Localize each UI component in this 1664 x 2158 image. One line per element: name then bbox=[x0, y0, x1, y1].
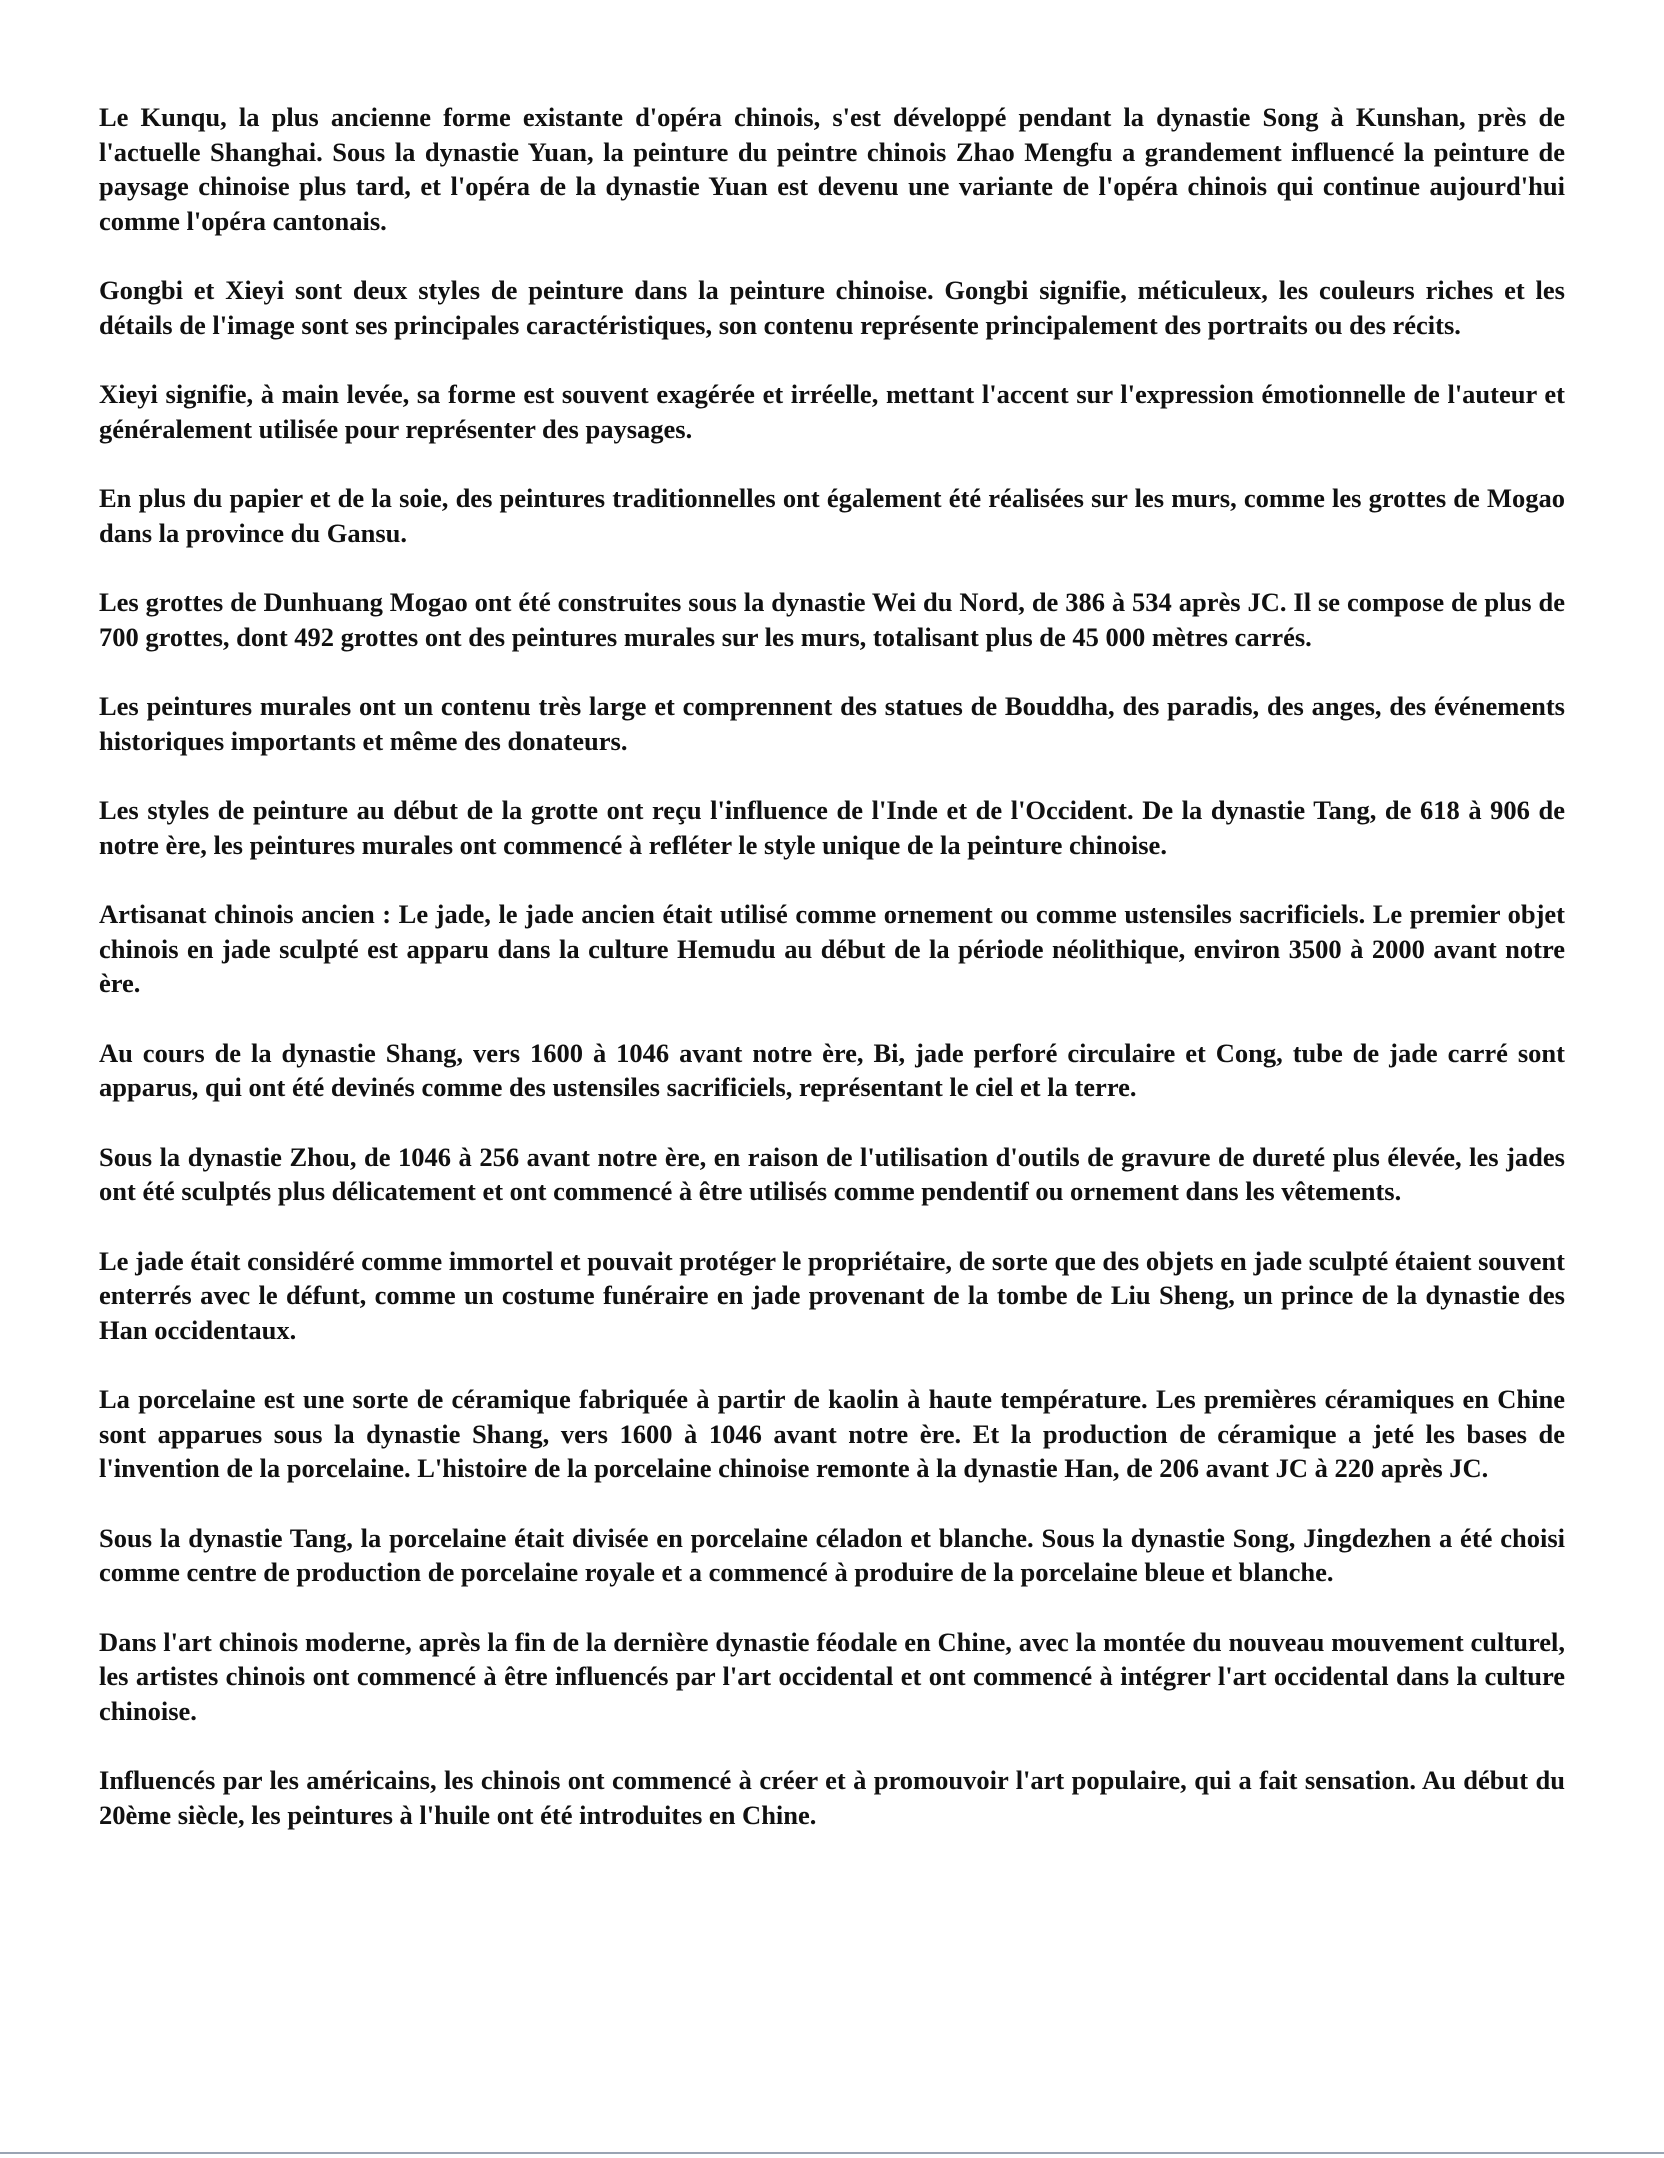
paragraph-popular-art: Influencés par les américains, les chinois ont commencé à créer et à promouvoir l'art populaire, qui a fait sensation. Au début du 20ème siècle, les peintures à l'huile ont été introduites en Chine. bbox=[99, 1765, 1565, 1830]
paragraph-dunhuang: Les grottes de Dunhuang Mogao ont été construites sous la dynastie Wei du Nord, de 386 à 534 après JC. Il se compose de plus de 700 grottes, dont 492 grottes ont des peintures murales sur les murs, totalisant plus de 45 000 mètres carrés. bbox=[99, 587, 1565, 652]
paragraph-jade-immortal: Le jade était considéré comme immortel et pouvait protéger le propriétaire, de sorte que des objets en jade sculpté étaient souvent enterrés avec le défunt, comme un costume funéraire en jade provenant de la tombe de Liu Sheng, un prince de la dynastie des Han occidentaux. bbox=[99, 1245, 1565, 1345]
paragraph-tang-porcelain: Sous la dynastie Tang, la porcelaine était divisée en porcelaine céladon et blanche. Sous la dynastie Song, Jingdezhen a été choisi comme centre de production de porcelaine royale et a commencé à produire de la porcelaine bleue et blanche. bbox=[99, 1522, 1565, 1587]
paragraph-zhou-jade: Sous la dynastie Zhou, de 1046 à 256 avant notre ère, en raison de l'utilisation d'outils de gravure de dureté plus élevée, les jades ont été sculptés plus délicatement et ont commencé à être utilisés comme pendentif ou ornement dans les vêtements. bbox=[99, 1141, 1565, 1206]
page-bottom-edge bbox=[0, 2152, 1664, 2154]
document-body bbox=[99, 100, 1565, 1867]
paragraph-xieyi: Xieyi signifie, à main levée, sa forme est souvent exagérée et irréelle, mettant l'accent sur l'expression émotionnelle de l'auteur et généralement utilisée pour représenter des paysages. bbox=[99, 379, 1565, 444]
paragraph-mural-content: Les peintures murales ont un contenu très large et comprennent des statues de Bouddha, des paradis, des anges, des événements historiques importants et même des donateurs. bbox=[99, 691, 1565, 756]
paragraph-jade-ancient: Artisanat chinois ancien : Le jade, le jade ancien était utilisé comme ornement ou comme ustensiles sacrificiels. Le premier objet chinois en jade sculpté est apparu dans la culture Hemudu au début de la période néolithique, environ 3500 à 2000 avant notre ère. bbox=[99, 899, 1565, 998]
paragraph-porcelain: La porcelaine est une sorte de céramique fabriquée à partir de kaolin à haute température. Les premières céramiques en Chine sont apparues sous la dynastie Shang, vers 1600 à 1046 avant notre ère. Et la production de céramique a jeté les bases de l'invention de la porcelaine. L'histoire de la porcelaine chinoise remonte à la dynastie Han, de 206 avant JC à 220 après JC. bbox=[99, 1384, 1565, 1483]
paragraph-gongbi-xieyi: Gongbi et Xieyi sont deux styles de peinture dans la peinture chinoise. Gongbi signifie, méticuleux, les couleurs riches et les détails de l'image sont ses principales caractéristiques, son contenu représente principalement des portraits ou des récits. bbox=[99, 275, 1565, 340]
paragraph-modern-art: Dans l'art chinois moderne, après la fin de la dernière dynastie féodale en Chine, avec la montée du nouveau mouvement culturel, les artistes chinois ont commencé à être influencés par l'art occidental et ont commencé à intégrer l'art occidental dans la culture chinoise. bbox=[99, 1626, 1565, 1726]
paragraph-murals: En plus du papier et de la soie, des peintures traditionnelles ont également été réalisées sur les murs, comme les grottes de Mogao dans la province du Gansu. bbox=[99, 483, 1565, 548]
paragraph-painting-styles: Les styles de peinture au début de la grotte ont reçu l'influence de l'Inde et de l'Occident. De la dynastie Tang, de 618 à 906 de notre ère, les peintures murales ont commencé à refléter le style unique de la peinture chinoise. bbox=[99, 795, 1565, 860]
paragraph-kunqu: Le Kunqu, la plus ancienne forme existante d'opéra chinois, s'est développé pendant la dynastie Song à Kunshan, près de l'actuelle Shanghai. Sous la dynastie Yuan, la peinture du peintre chinois Zhao Mengfu a grandement influencé la peinture de paysage chinoise plus tard, et l'opéra de la dynastie Yuan est devenu une variante de l'opéra chinois qui continue aujourd'hui comme l'opéra cantonais. bbox=[99, 102, 1565, 236]
paragraph-shang-jade: Au cours de la dynastie Shang, vers 1600 à 1046 avant notre ère, Bi, jade perforé circulaire et Cong, tube de jade carré sont apparus, qui ont été devinés comme des ustensiles sacrificiels, représentant le ciel et la terre. bbox=[99, 1037, 1565, 1102]
